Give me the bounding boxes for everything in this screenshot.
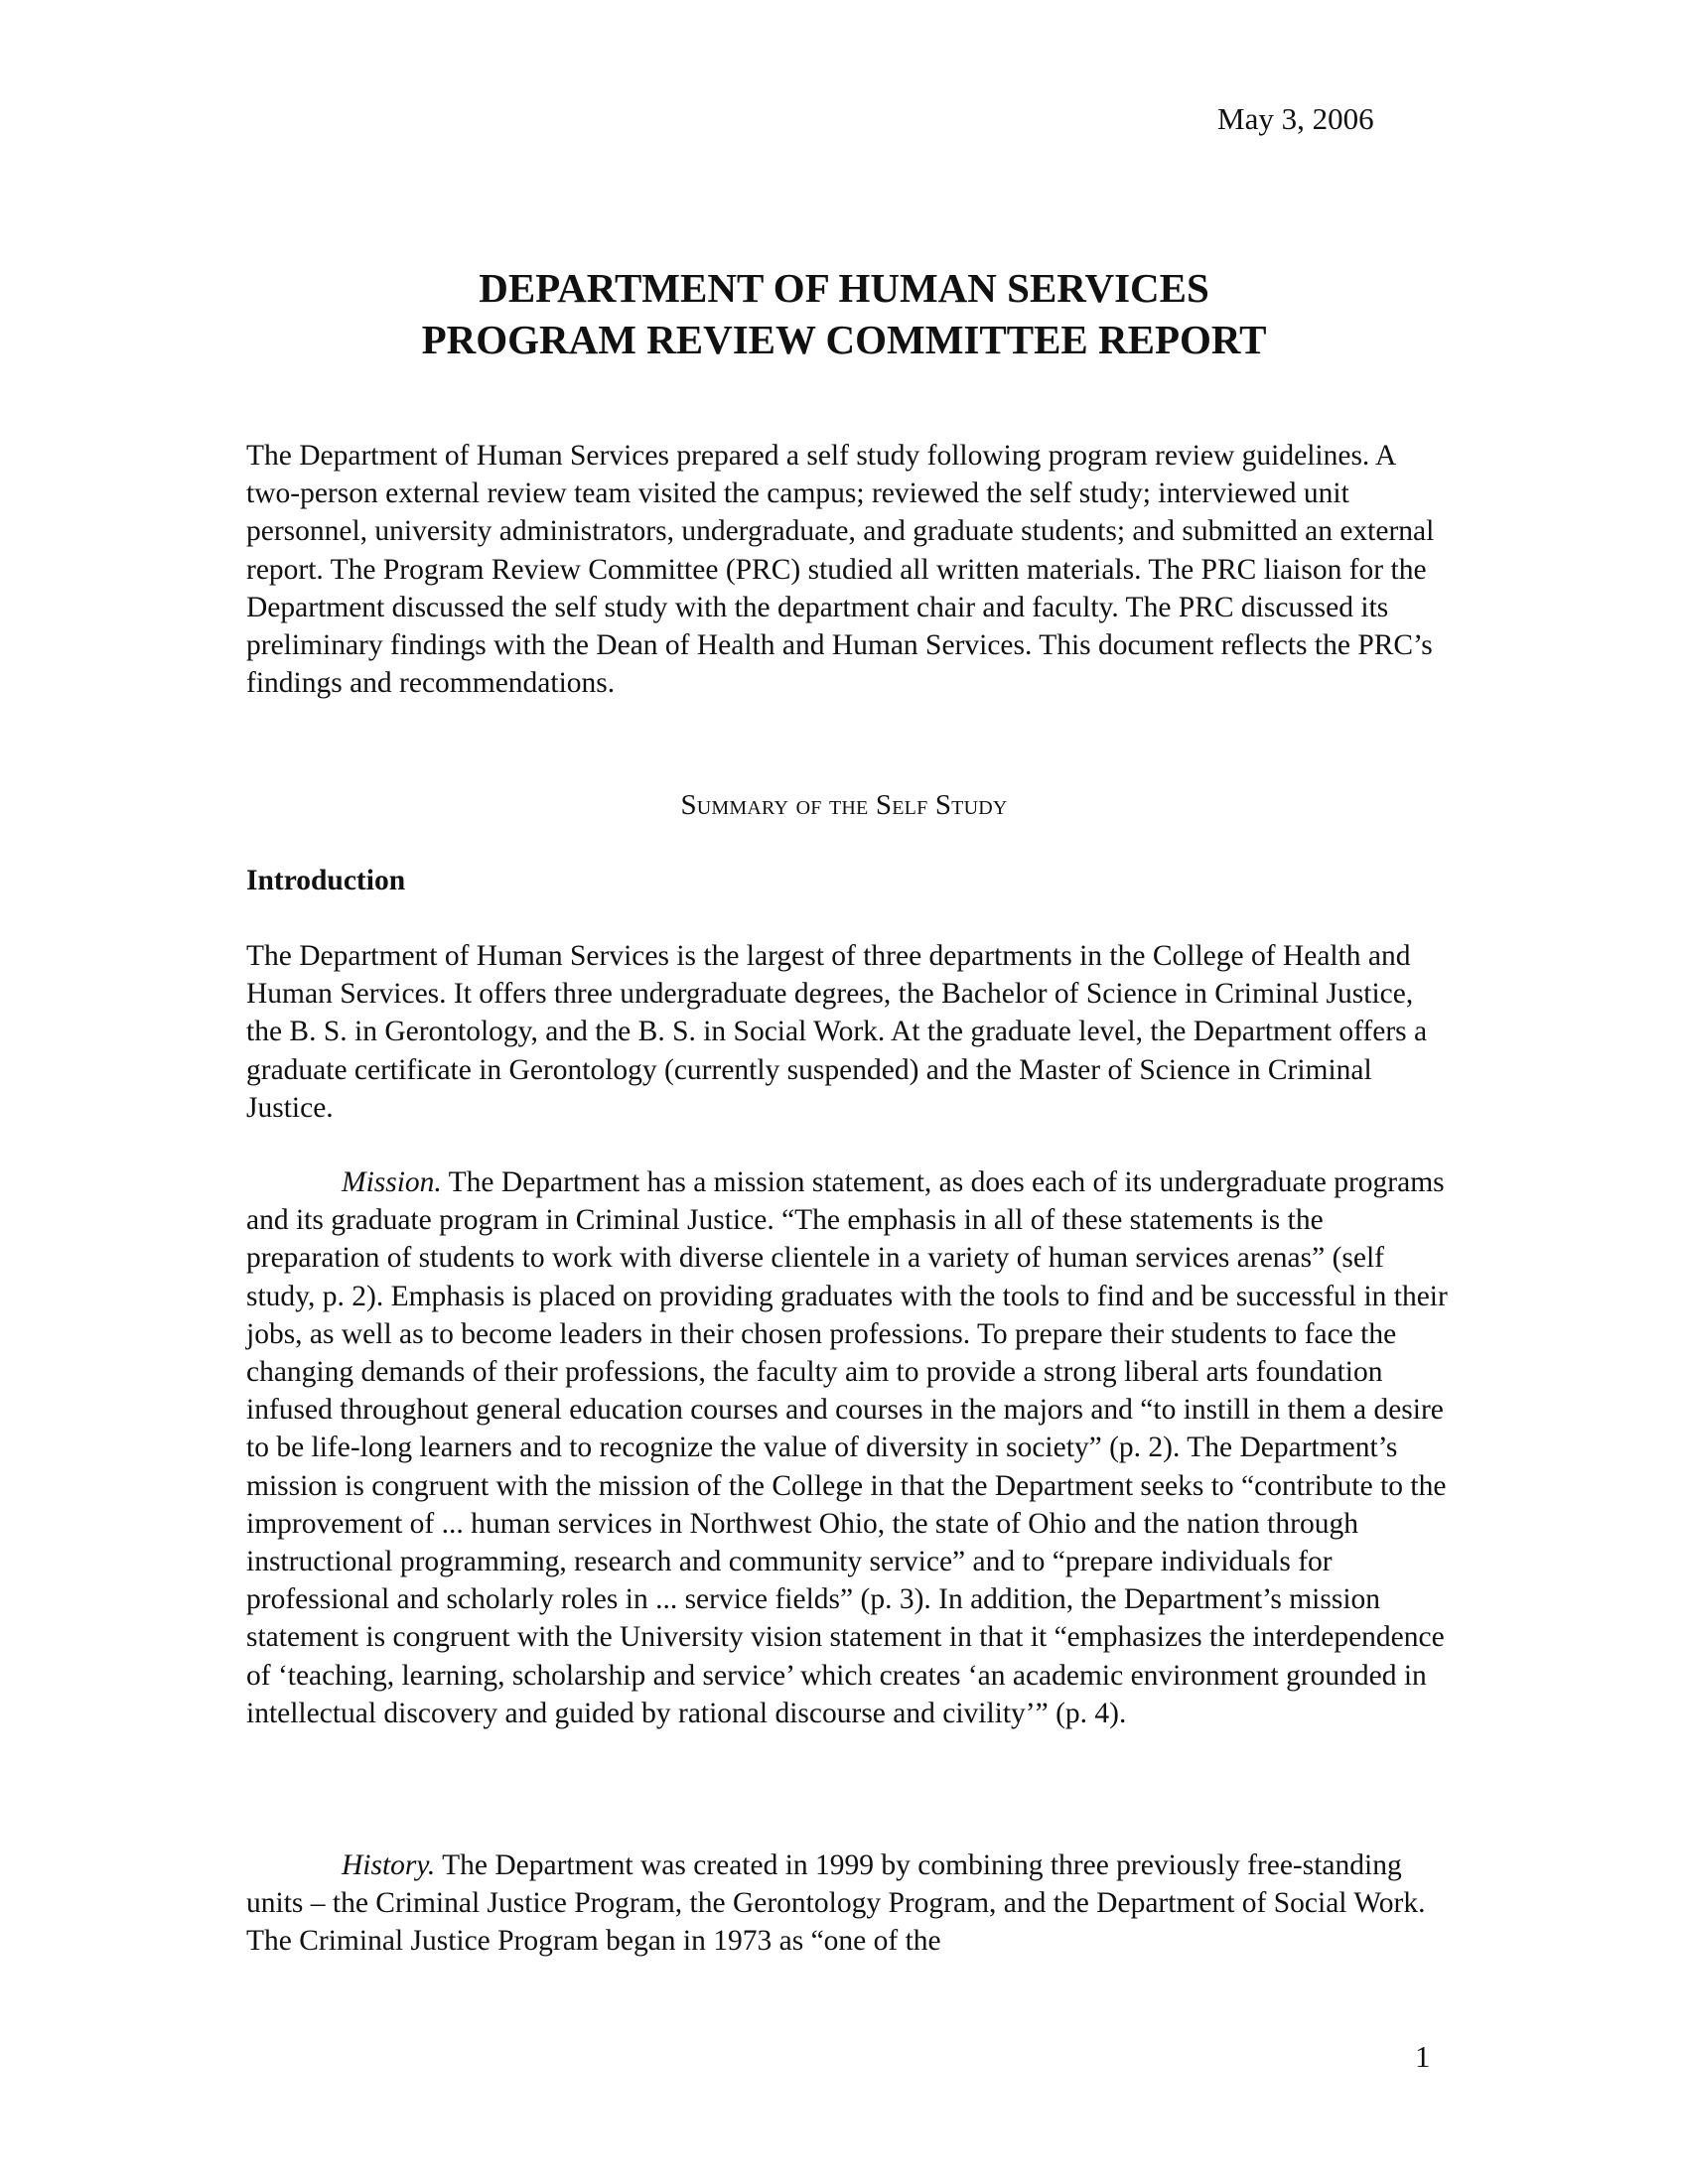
history-text: The Department was created in 1999 by combining three previously free-standing units – the Criminal Justice Program, the Gerontology Program, and the Department of Social Work. The Criminal Justice Program began in 1973 as “one of the (246, 1849, 1426, 1958)
mission-text: The Department has a mission statement, as does each of its undergraduate programs and its graduate program in Criminal Justice. “The emphasis in all of these statements is the preparation of students to work with diverse clientele in a variety of human services arenas” (self study, p. 2). Emphasis is placed on providing graduates with the tools to find and be successful in their jobs, as well as to become leaders in their chosen professions. To prepare their students to face the changing demands of their professions, the faculty aim to provide a strong liberal arts foundation infused throughout general education courses and courses in the majors and “to instill in them a desire to be life-long learners and to recognize the value of diversity in society” (p. 2). The Department’s mission is congruent with the mission of the College in that the Department seeks to “contribute to the improvement of ... human services in Northwest Ohio, the state of Ohio and the nation through instructional programming, research and community service” and to “prepare individuals for professional and scholarly roles in ... service fields” (p. 3). In addition, the Department’s mission statement is congruent with the University vision statement in that it “emphasizes the interdependence of ‘teaching, learning, scholarship and service’ which creates ‘an academic environment grounded in intellectual discovery and guided by rational discourse and civility’” (p. 4). (246, 1166, 1448, 1729)
history-paragraph (246, 1846, 1448, 1961)
report-title (0, 262, 1688, 365)
section-heading: Summary of the Self Study (680, 789, 1008, 821)
mission-paragraph (246, 1163, 1448, 1732)
title-line-2: PROGRAM REVIEW COMMITTEE REPORT (421, 317, 1267, 362)
page-number: 1 (1415, 2039, 1431, 2074)
report-date: May 3, 2006 (1217, 101, 1374, 136)
history-label: History. (342, 1849, 436, 1881)
department-paragraph: The Department of Human Services is the largest of three departments in the College of Health and Human Services. It offers three undergraduate degrees, the Bachelor of Science in Criminal Justice, the B. S. in Gerontology, and the B. S. in Social Work. At the graduate level, the Department offers a graduate certificate in Gerontology (currently suspended) and the Master of Science in Criminal Justice. (246, 940, 1428, 1124)
introduction-heading: Introduction (246, 865, 406, 896)
mission-label: Mission. (342, 1166, 442, 1198)
title-line-1: DEPARTMENT OF HUMAN SERVICES (479, 265, 1209, 311)
intro-paragraph: The Department of Human Services prepared a self study following program review guidelines. A two-person external review team visited the campus; reviewed the self study; interviewed unit personnel, university administrators, undergraduate, and graduate students; and submitted an external report. The Program Review Committee (PRC) studied all written materials. The PRC liaison for the Department discussed the self study with the department chair and faculty. The PRC discussed its preliminary findings with the Dean of Health and Human Services. This document reflects the PRC’s findings and recommendations. (246, 440, 1435, 700)
